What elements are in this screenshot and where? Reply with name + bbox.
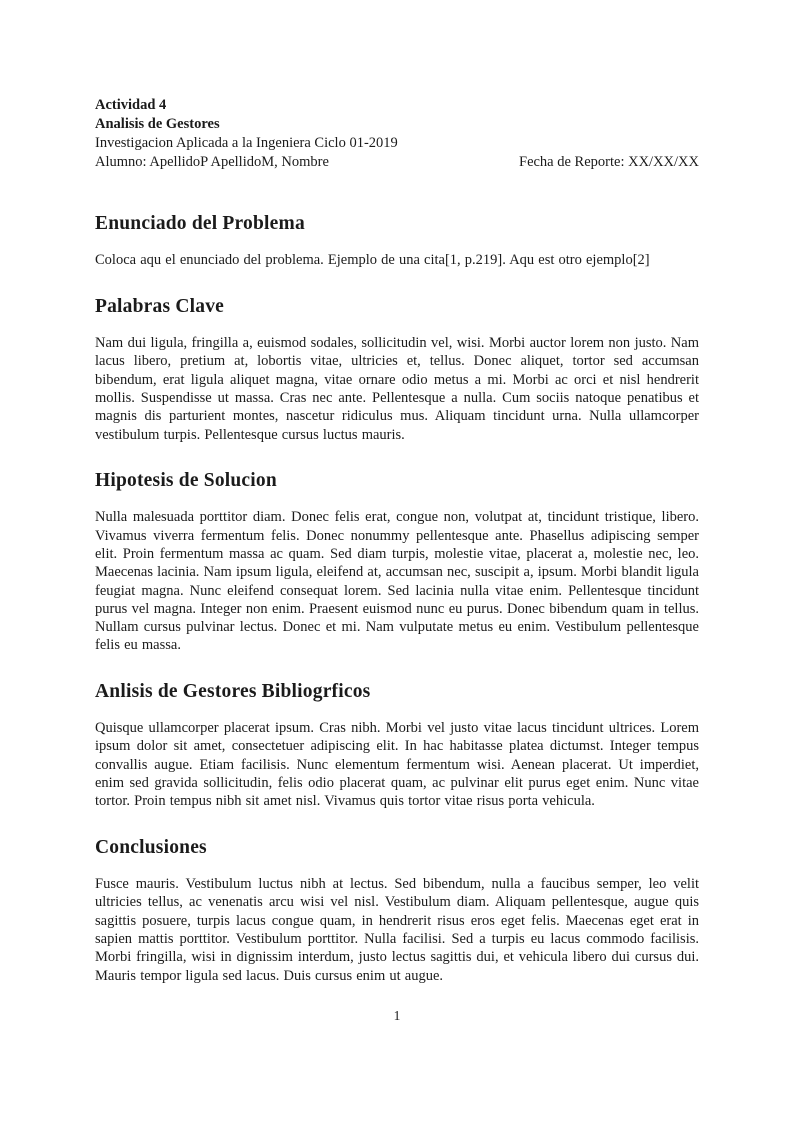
section-title-enunciado: Enunciado del Problema [95,213,305,234]
document-header [95,96,699,172]
section-title-hipotesis: Hipotesis de Solucion [95,469,277,491]
section-body-analisis-gestores: Quisque ullamcorper placerat ipsum. Cras nibh. Morbi vel justo vitae lacus tincidunt ultrices. Lorem ipsum dolor sit amet, consectetuer adipiscing elit. In hac habitasse platea dictumst. Integer tempus convallis augue. Etiam facilisis. Nunc elementum fermentum wisi. Aenean placerat. Ut imperdiet, enim sed gravida sollicitudin, felis odio placerat quam, ac pulvinar elit purus eget enim. Nunc vitae tortor. Proin tempus nibh sit amet nisl. Vivamus quis tortor vitae risus porta vehicula. [95,720,699,810]
section-title-analisis-gestores: Anlisis de Gestores Bibliogrficos [95,680,371,702]
section-body-enunciado: Coloca aqu el enunciado del problema. Ejemplo de una cita[1, p.219]. Aqu est otro ejemplo[2] [95,252,650,269]
section-title-conclusiones: Conclusiones [95,836,207,858]
section-body-palabras-clave: Nam dui ligula, fringilla a, euismod sodales, sollicitudin vel, wisi. Morbi auctor lorem non justo. Nam lacus libero, pretium at, lobortis vitae, ultricies et, tellus. Donec aliquet, tortor sed accumsan bibendum, erat ligula aliquet magna, vitae ornare odio metus a mi. Morbi ac orci et nisl hendrerit mollis. Suspendisse ut massa. Cras nec ante. Pellentesque a nulla. Cum sociis natoque penatibus et magnis dis parturient montes, nascetur ridiculus mus. Aliquam tincidunt urna. Nulla ullamcorper vestibulum turpis. Pellentesque cursus luctus mauris. [95,335,699,443]
student-line: Alumno: ApellidoP ApellidoM, Nombre [95,154,329,170]
student-date-row [95,153,699,172]
section-body-conclusiones: Fusce mauris. Vestibulum luctus nibh at lectus. Sed bibendum, nulla a faucibus semper, leo velit ultricies tellus, ac venenatis arcu wisi vel nisl. Vestibulum diam. Aliquam pellentesque, augue quis sagittis posuere, turpis lacus congue quam, in hendrerit risus eros eget felis. Maecenas eget erat in sapien mattis porttitor. Vestibulum porttitor. Nulla facilisi. Sed a turpis eu lacus commodo facilisis. Morbi fringilla, wisi in dignissim interdum, justo lectus sagittis dui, et vehicula libero dui cursus dui. Mauris tempor ligula sed lacus. Duis cursus enim ut augue. [95,876,699,984]
activity-subtitle: Analisis de Gestores [95,116,220,132]
page-number: 1 [393,1008,401,1023]
activity-title: Actividad 4 [95,97,167,113]
report-date: Fecha de Reporte: XX/XX/XX [519,154,699,170]
section-body-hipotesis: Nulla malesuada porttitor diam. Donec felis erat, congue non, volutpat at, tincidunt tristique, libero. Vivamus viverra fermentum felis. Donec nonummy pellentesque ante. Phasellus adipiscing semper elit. Proin fermentum massa ac quam. Sed diam turpis, molestie vitae, placerat a, molestie nec, leo. Maecenas lacinia. Nam ipsum ligula, eleifend at, accumsan nec, suscipit a, ipsum. Morbi blandit ligula feugiat magna. Nunc eleifend consequat lorem. Sed lacinia nulla vitae enim. Pellentesque tincidunt purus vel magna. Integer non enim. Praesent euismod nunc eu purus. Donec bibendum quam in tellus. Nullam cursus pulvinar lectus. Donec et mi. Nam vulputate metus eu enim. Vestibulum pellentesque felis eu massa. [95,509,699,654]
section-title-palabras-clave: Palabras Clave [95,295,224,317]
course-line: Investigacion Aplicada a la Ingeniera Ciclo 01-2019 [95,135,398,151]
